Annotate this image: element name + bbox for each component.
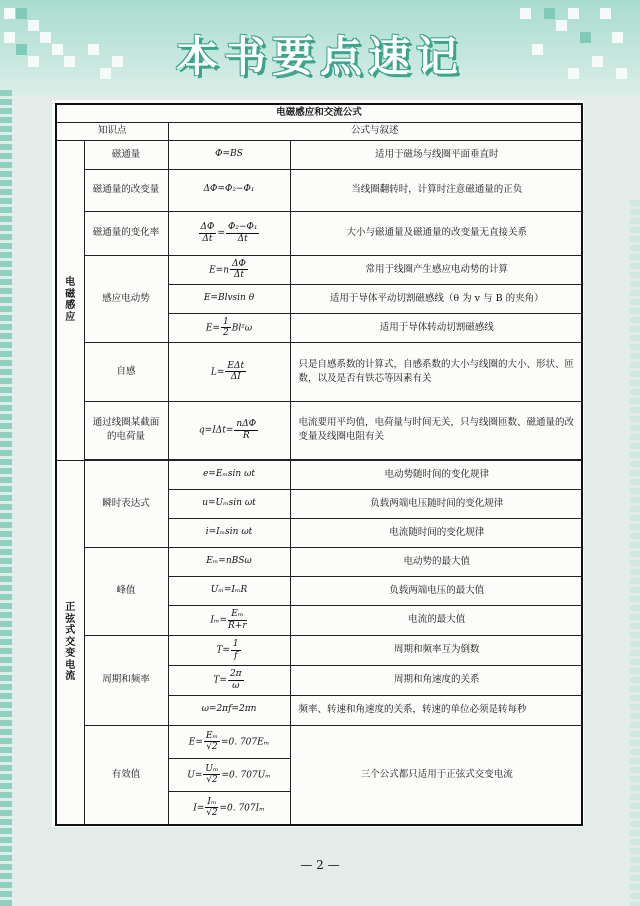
fraction: $\frac{\text{Φ₂−Φ₁}}{\Delta t}$ xyxy=(227,222,258,244)
table-row xyxy=(56,140,582,169)
description-cell: 负载两端电压的最大值 xyxy=(290,576,582,605)
table-row xyxy=(56,460,582,489)
description-cell: 只是自感系数的计算式，自感系数的大小与线圈的大小、形状、匝数，以及是否有铁芯等因素有关 xyxy=(290,342,582,401)
fraction: $\frac{\Delta\Phi}{\Delta t}$ xyxy=(232,258,246,280)
formula-cell: $\frac{\Delta\Phi}{\Delta t}$ = $\frac{\text{Φ₂−Φ₁}}{\Delta t}$ xyxy=(168,211,290,255)
decor-square xyxy=(544,8,555,19)
formula-cell: E= $\frac{1}{2}$ Bl²ω xyxy=(168,313,290,342)
table-row xyxy=(56,211,582,255)
decor-square xyxy=(600,8,611,19)
description-cell: 适用于导体平动切割磁感线（θ 为 v 与 B 的夹角） xyxy=(290,284,582,313)
decor-square xyxy=(4,32,15,43)
decor-square xyxy=(28,20,39,31)
description-cell: 负载两端电压随时间的变化规律 xyxy=(290,489,582,518)
description-cell: 频率、转速和角速度的关系，转速的单位必须是转每秒 xyxy=(290,695,582,725)
description-cell: 适用于导体转动切割磁感线 xyxy=(290,313,582,342)
topic-cell: 自感 xyxy=(84,342,168,401)
description-cell: 电流的最大值 xyxy=(290,605,582,635)
description-cell: 电流要用平均值，电荷量与时间无关，只与线圈匝数、磁通量的改变量及线圈电阻有关 xyxy=(290,401,582,459)
formula-cell: ΔΦ=Φ₂−Φ₁ xyxy=(168,169,290,211)
table-row xyxy=(56,547,582,576)
table-title-row xyxy=(56,104,582,122)
table-title: 电磁感应和交流公式 xyxy=(56,104,582,122)
fraction: EΔt ΔI xyxy=(227,360,245,382)
formula-cell: Φ=BS xyxy=(168,140,290,169)
topic-cell: 感应电动势 xyxy=(84,255,168,342)
description-cell: 周期和频率互为倒数 xyxy=(290,635,582,665)
fraction: nΔΦ R xyxy=(236,419,257,441)
right-decor-stripes xyxy=(630,200,640,906)
topic-cell: 峰值 xyxy=(84,547,168,635)
decor-square xyxy=(64,56,75,67)
decor-square xyxy=(4,8,15,19)
decor-square xyxy=(16,8,27,19)
fraction: $\frac{2\pi}{\omega}$ xyxy=(229,669,242,691)
formula-cell: Iₘ= $\frac{\text{Eₘ}}{R+r}$ xyxy=(168,605,290,635)
decor-square xyxy=(28,56,39,67)
formula-cell: U= $\frac{\text{Uₘ}}{√2}$ =0. 707Uₘ xyxy=(168,758,290,791)
page-title: 本书要点速记 xyxy=(175,32,464,81)
formula-cell: Uₘ=IₘR xyxy=(168,576,290,605)
description-cell: 常用于线圈产生感应电动势的计算 xyxy=(290,255,582,284)
section-label-ac: 正 弦 式 交 变 电 流 xyxy=(56,460,84,825)
description-cell: 周期和角速度的关系 xyxy=(290,665,582,695)
decor-square xyxy=(568,8,579,19)
description-cell: 电动势的最大值 xyxy=(290,547,582,576)
formula-cell: T= $\frac{2\pi}{\omega}$ xyxy=(168,665,290,695)
fraction: $\frac{\text{Eₘ}}{√2}$ xyxy=(205,730,218,752)
fraction: $\frac{\text{Iₘ}}{√2}$ xyxy=(206,796,218,819)
section-label-em: 电 磁 感 应 xyxy=(56,140,84,460)
decor-square xyxy=(612,32,623,43)
formula-cell: E= $\frac{\text{Eₘ}}{√2}$ =0. 707Eₘ xyxy=(168,725,290,758)
decor-square xyxy=(100,68,111,79)
decor-square xyxy=(556,20,567,31)
topic-cell: 通过线圈某截面的电荷量 xyxy=(84,401,168,459)
table-header-row xyxy=(56,122,582,140)
fraction: $\frac{1}{2}$ xyxy=(222,316,229,338)
decor-square xyxy=(520,8,531,19)
description-cell: 当线圈翻转时，计算时注意磁通量的正负 xyxy=(290,169,582,211)
page-title-container xyxy=(155,26,485,88)
topic-cell: 磁通量的改变量 xyxy=(84,169,168,211)
topic-cell: 磁通量 xyxy=(84,140,168,169)
table-row xyxy=(56,725,582,758)
formula-cell: Eₘ=nBSω xyxy=(168,547,290,576)
table-row xyxy=(56,255,582,284)
description-cell: 适用于磁场与线圈平面垂直时 xyxy=(290,140,582,169)
page-number: — 2 — xyxy=(300,858,340,872)
formula-cell: T= $\frac{1}{f}$ xyxy=(168,635,290,665)
decor-square xyxy=(532,44,543,55)
decor-square xyxy=(616,68,627,79)
formula-cell: L= EΔt ΔI xyxy=(168,342,290,401)
decor-square xyxy=(52,44,63,55)
column-header-formula: 公式与叙述 xyxy=(168,122,582,140)
topic-cell: 瞬时表达式 xyxy=(84,460,168,547)
formula-cell: E=Blvsin θ xyxy=(168,284,290,313)
formula-cell: I= $\frac{\text{Iₘ}}{√2}$ =0. 707Iₘ xyxy=(168,791,290,825)
decor-square xyxy=(580,32,591,43)
description-cell: 电流随时间的变化规律 xyxy=(290,518,582,547)
decor-square xyxy=(568,68,579,79)
description-cell: 三个公式都只适用于正弦式交变电流 xyxy=(290,725,582,825)
description-cell: 电动势随时间的变化规律 xyxy=(290,460,582,489)
decor-square xyxy=(16,44,27,55)
formula-cell: i=Iₘsin ωt xyxy=(168,518,290,547)
decor-square xyxy=(112,56,123,67)
formula-cell: E=n $\frac{\Delta\Phi}{\Delta t}$ xyxy=(168,255,290,284)
formula-cell: u=Uₘsin ωt xyxy=(168,489,290,518)
formula-cell: e=Eₘsin ωt xyxy=(168,460,290,489)
table-row xyxy=(56,342,582,401)
topic-cell: 有效值 xyxy=(84,725,168,825)
table-row xyxy=(56,401,582,459)
topic-cell: 磁通量的变化率 xyxy=(84,211,168,255)
topic-cell: 周期和频率 xyxy=(84,635,168,725)
column-header-topic: 知识点 xyxy=(56,122,168,140)
header-banner xyxy=(0,0,640,96)
decor-square xyxy=(592,56,603,67)
description-cell: 大小与磁通量及磁通量的改变量无直接关系 xyxy=(290,211,582,255)
decor-square xyxy=(88,44,99,55)
fraction: $\frac{\Delta\Phi}{\Delta t}$ xyxy=(200,222,215,244)
left-decor-stripes xyxy=(0,90,12,906)
decor-square xyxy=(40,32,51,43)
formula-table xyxy=(55,103,583,826)
table-row xyxy=(56,169,582,211)
table-row xyxy=(56,635,582,665)
fraction: $\frac{1}{f}$ xyxy=(232,639,239,661)
fraction: $\frac{\text{Uₘ}}{√2}$ xyxy=(205,763,219,785)
formula-cell: q=IΔt= nΔΦ R xyxy=(168,401,290,459)
fraction: $\frac{\text{Eₘ}}{R+r}$ xyxy=(228,609,247,631)
formula-cell: ω=2πf=2πn xyxy=(168,695,290,725)
